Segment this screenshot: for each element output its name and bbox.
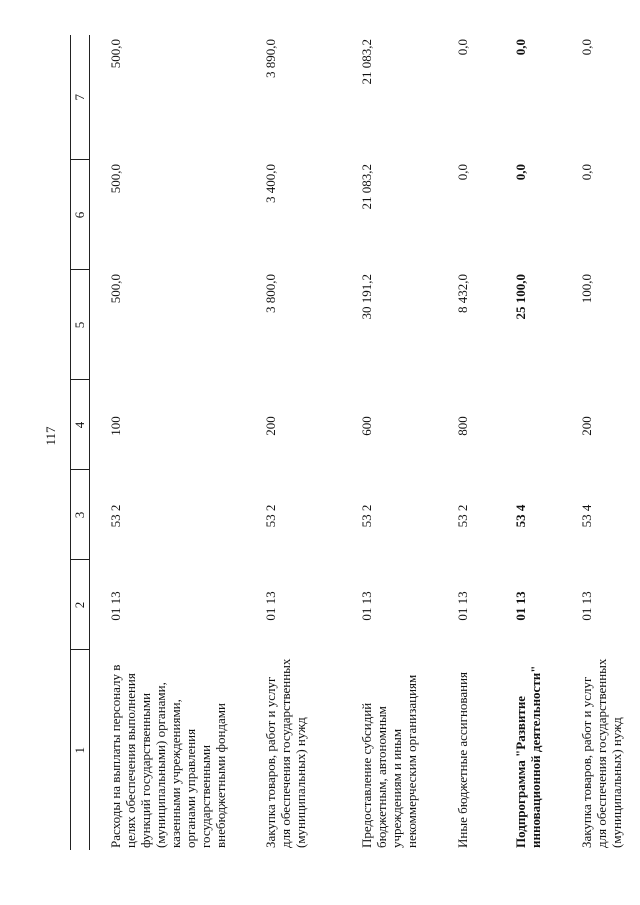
table-header-row bbox=[71, 35, 90, 850]
cell-amount-6: 0,0 bbox=[513, 164, 528, 181]
cell-amount-7: 3 890,0 bbox=[263, 39, 278, 78]
table-row bbox=[90, 35, 246, 850]
cell-section: 01 13 bbox=[359, 591, 374, 621]
cell-expense-type: 100 bbox=[108, 416, 123, 436]
table-row bbox=[437, 35, 495, 850]
cell-amount-5: 25 100,0 bbox=[513, 274, 528, 320]
row-name: Иные бюджетные ассигнования bbox=[455, 671, 470, 848]
cell-amount-7: 0,0 bbox=[579, 39, 594, 56]
cell-target-article: 53 2 bbox=[455, 504, 470, 528]
cell-target-article: 53 2 bbox=[108, 504, 123, 528]
row-name: Подпрограмма "Развитие инновационной деятельности" bbox=[513, 665, 543, 848]
cell-amount-5: 3 800,0 bbox=[263, 274, 278, 313]
cell-amount-7: 0,0 bbox=[455, 39, 470, 56]
cell-expense-type: 200 bbox=[579, 416, 594, 436]
row-name: Расходы на выплаты персоналу в целях обеспечения выполнения функций государственными (муниципальными) органами, казенными учреждениями, органами управления государственными внебюджетными фондами bbox=[108, 664, 228, 848]
cell-target-article: 53 4 bbox=[513, 504, 528, 528]
column-header-6: 6 bbox=[71, 160, 90, 270]
cell-amount-6: 0,0 bbox=[455, 164, 470, 181]
page-number: 117 bbox=[43, 426, 58, 446]
cell-amount-7: 21 083,2 bbox=[359, 39, 374, 85]
table-row bbox=[341, 35, 437, 850]
cell-amount-6: 21 083,2 bbox=[359, 164, 374, 210]
cell-section: 01 13 bbox=[579, 591, 594, 621]
cell-expense-type: 800 bbox=[455, 416, 470, 436]
table-row bbox=[561, 35, 639, 850]
column-header-4: 4 bbox=[71, 380, 90, 470]
cell-target-article: 53 2 bbox=[359, 504, 374, 528]
table-row bbox=[245, 35, 341, 850]
cell-section: 01 13 bbox=[513, 591, 528, 621]
cell-section: 01 13 bbox=[263, 591, 278, 621]
cell-amount-6: 3 400,0 bbox=[263, 164, 278, 203]
cell-target-article: 53 2 bbox=[263, 504, 278, 528]
table-row-subprogram bbox=[495, 35, 561, 850]
cell-amount-5: 500,0 bbox=[108, 274, 123, 304]
column-header-7: 7 bbox=[71, 35, 90, 160]
column-header-3: 3 bbox=[71, 470, 90, 560]
cell-target-article: 53 4 bbox=[579, 504, 594, 528]
cell-amount-7: 0,0 bbox=[513, 39, 528, 56]
cell-section: 01 13 bbox=[455, 591, 470, 621]
cell-section: 01 13 bbox=[108, 591, 123, 621]
cell-amount-5: 8 432,0 bbox=[455, 274, 470, 313]
rotated-page-content bbox=[70, 10, 624, 850]
cell-expense-type bbox=[495, 380, 561, 470]
cell-amount-7: 500,0 bbox=[108, 39, 123, 69]
row-name: Закупка товаров, работ и услуг для обеспечения государственных (муниципальных) нужд bbox=[579, 658, 624, 848]
column-header-2: 2 bbox=[71, 560, 90, 650]
cell-amount-5: 30 191,2 bbox=[359, 274, 374, 320]
cell-amount-6: 0,0 bbox=[579, 164, 594, 181]
cell-expense-type: 600 bbox=[359, 416, 374, 436]
cell-expense-type: 200 bbox=[263, 416, 278, 436]
column-header-5: 5 bbox=[71, 270, 90, 380]
row-name: Закупка товаров, работ и услуг для обеспечения государственных (муниципальных) нужд bbox=[263, 658, 308, 848]
row-name: Предоставление субсидий бюджетным, автономным учреждениям и иным некоммерческим организациям bbox=[359, 674, 419, 848]
column-header-1: 1 bbox=[71, 650, 90, 850]
cell-amount-5: 100,0 bbox=[579, 274, 594, 304]
cell-amount-6: 500,0 bbox=[108, 164, 123, 194]
budget-table bbox=[70, 35, 639, 850]
